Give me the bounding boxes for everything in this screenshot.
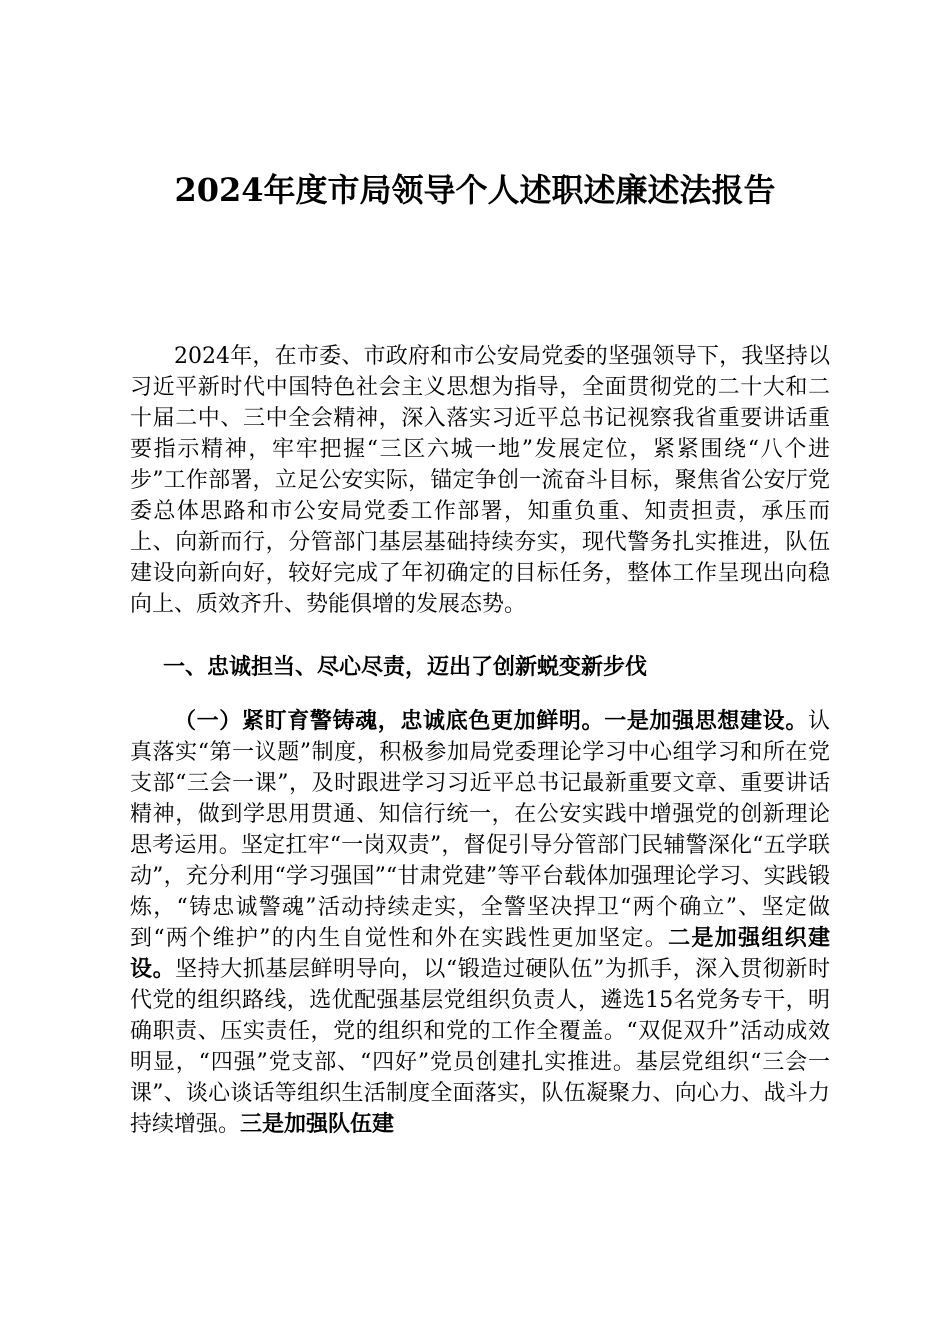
subsection-lead: （一）紧盯育警铸魂，忠诚底色更加鲜明。 <box>174 708 605 734</box>
section-one-paragraph <box>130 706 830 1140</box>
section-one <box>130 706 830 1140</box>
document-title: 2024年度市局领导个人述职述廉述法报告 <box>174 171 776 209</box>
heading-section <box>130 652 830 683</box>
intro-paragraph: 2024年，在市委、市政府和市公安局党委的坚强领导下，我坚持以习近平新时代中国特色社会主义思想为指导，全面贯彻党的二十大和二十届二中、三中全会精神，深入落实习近平总书记视察我省重要讲话重要指示精神，牢牢把握“三区六城一地”发展定位，紧紧围绕“八个进步”工作部署，立足公安实际，锚定争创一流奋斗目标，聚焦省公安厅党委总体思路和市公安局党委工作部署，知重负重、知责担责，承压而上、向新而行，分管部门基层基础持续夯实，现代警务扎实推进，队伍建设向新向好，较好完成了年初确定的目标任务，整体工作呈现出向稳向上、质效齐升、势能俱增的发展态势。 <box>130 344 830 617</box>
intro-section <box>130 341 830 620</box>
point-two-text: 坚持大抓基层鲜明导向，以“锻造过硬队伍”为抓手，深入贯彻新时代党的组织路线，选优配强基层党组织负责人，遴选15名党务专干，明确职责、压实责任，党的组织和党的工作全覆盖。“双促双升”活动成效明显，“四强”党支部、“四好”党员创建扎实推进。基层党组织“三会一课”、谈心谈话等组织生活制度全面落实，队伍凝聚力、向心力、战斗力持续增强。 <box>130 957 830 1137</box>
section-heading: 一、忠诚担当、尽心尽责，迈出了创新蜕变新步伐 <box>163 654 648 680</box>
point-one-text: 认真落实“第一议题”制度，积极参加局党委理论学习中心组学习和所在党支部“三会一课”，及时跟进学习习近平总书记最新重要文章、重要讲话精神，做到学思用贯通、知信行统一，在公安实践中增强党的创新理论思考运用。坚定扛牢“一岗双责”，督促引导分管部门民辅警深化“五学联动”，充分利用“学习强国”“甘肃党建”等平台载体加强理论学习、实践锻炼，“铸忠诚警魂”活动持续走实，全警坚决捍卫“两个确立”、坚定做到“两个维护”的内生自觉性和外在实践性更加坚定。 <box>130 709 830 951</box>
point-one-label: 一是加强思想建设。 <box>604 708 808 734</box>
point-two-label: 二是加强组织建设。 <box>130 925 830 982</box>
point-three-label: 三是加强队伍建 <box>240 1111 395 1137</box>
